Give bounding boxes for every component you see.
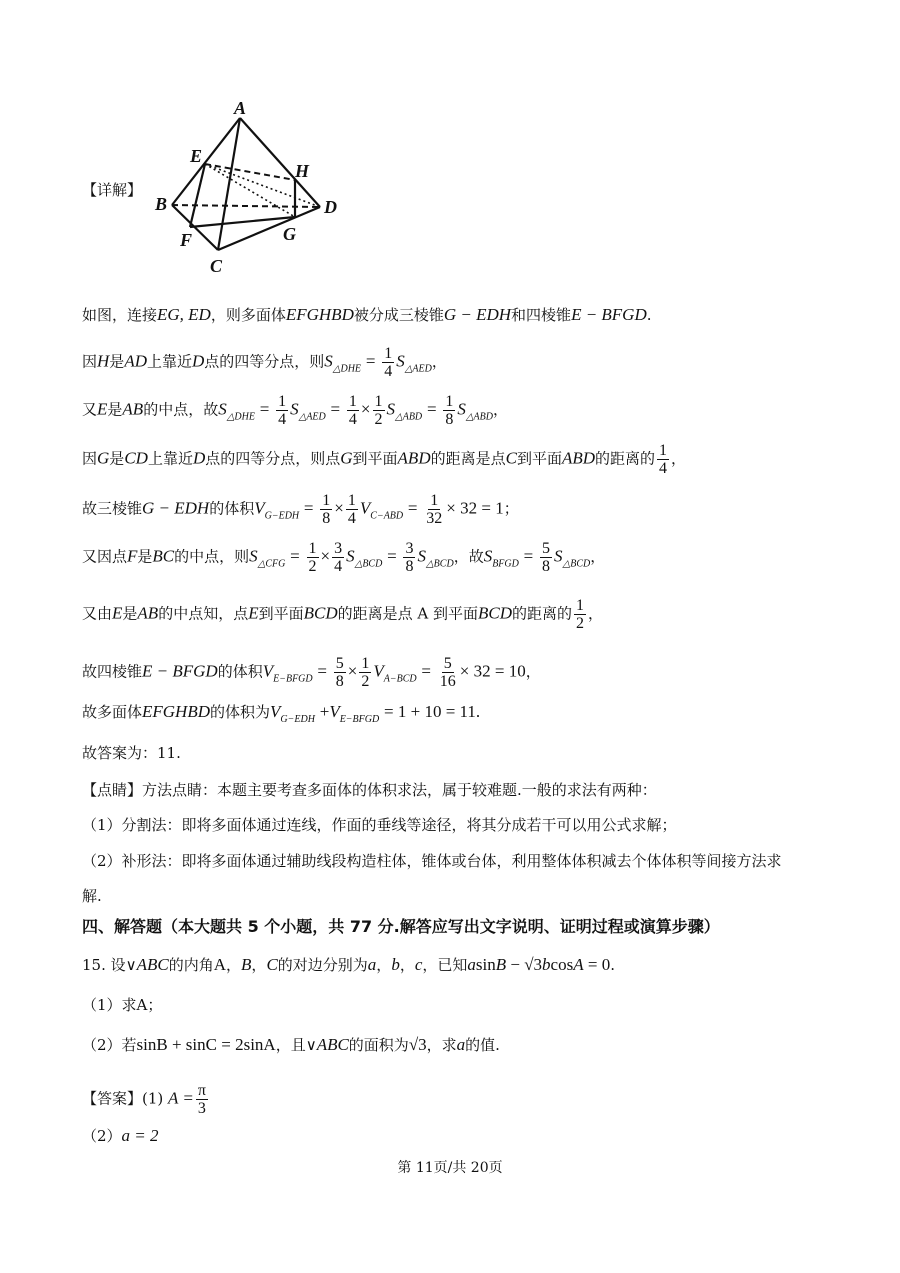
line-4: 因G是CD上靠近D点的四等分点，则点G到平面ABD的距离是点C到平面ABD的距离的 $\frac{1}{4}$ ， [82, 442, 687, 477]
answer-line: 故答案为：11. [82, 744, 181, 762]
line-9: 故多面体EFGHBD的体积为$V_{G-EDH} +V_{E-BFGD} = 1 + 10 = 11$. [82, 702, 481, 725]
vertex-H: H [295, 161, 310, 181]
method-2-continued: 解. [82, 887, 102, 905]
vertex-D: D [324, 197, 337, 217]
question-15-part-1: （1）求A； [82, 996, 163, 1014]
line-3: 又E是AB的中点，故$S_{\triangle DHE}$ = $\frac{1}{4}$ $S_{\triangle AED}$ = $\frac{1}{4}$ × $\frac{1}{2}$ $S_{\triangle ABD}$ = $\frac{1}{8}$ $S_{\triangle ABD}$， [82, 393, 508, 428]
line-2: 因H是AD上靠近D点的四等分点，则$S_{\triangle DHE}$ = $\frac{1}{4}$ $S_{\triangle AED}$， [82, 345, 447, 380]
line-8: 故四棱锥E − BFGD的体积$V_{E-BFGD}$ = $\frac{5}{8}$ × $\frac{1}{2}$ $V_{A-BCD}$ = $\frac{5}{16}$ × 32 = 10， [82, 655, 541, 690]
vertex-B: B [155, 194, 168, 214]
answer-part-1: 【答案】(1) A = $\frac{\pi}{3}$ [82, 1082, 206, 1117]
edge-AB [172, 118, 240, 205]
detail-label: 【详解】 [82, 181, 143, 199]
vertex-E: E [190, 146, 203, 166]
section-heading: 四、解答题（本大题共 5 个小题，共 77 分.解答应写出文字说明、证明过程或演算步骤） [82, 917, 720, 936]
vertex-G: G [283, 224, 296, 244]
line-5: 故三棱锥G − EDH的体积$V_{G-EDH}$ = $\frac{1}{8}$ × $\frac{1}{4}$ $V_{C-ABD}$ = $\frac{1}{32}$ × 32 = 1； [82, 492, 519, 527]
polyhedron-figure [150, 100, 350, 280]
question-15: 15. 设∨ABC的内角A，B，C的对边分别为a，b，c，已知asinB − √3bcosA = 0. [82, 955, 615, 974]
vertex-A: A [234, 100, 247, 118]
remark-line: 【点睛】方法点睛：本题主要考查多面体的体积求法，属于较难题.一般的求法有两种： [82, 781, 657, 799]
line-6: 又因点F是BC的中点，则$S_{\triangle CFG}$ = $\frac{1}{2}$ × $\frac{3}{4}$ $S_{\triangle BCD}$ = $\frac{3}{8}$ $S_{\triangle BCD}$，故$S_{BFGD}$ = $\frac{5}{8}$ $S_{\triangle BCD}$， [82, 540, 606, 575]
method-1-line: （1）分割法：即将多面体通过连线，作面的垂线等途径，将其分成若干可以用公式求解； [82, 816, 677, 834]
edge-CD [218, 207, 320, 250]
line-1: 如图，连接EG, ED，则多面体EFGHBD被分成三棱锥G − EDH和四棱锥E − BFGD. [82, 305, 652, 324]
line-7: 又由E是AB的中点知，点E到平面BCD的距离是点 A 到平面BCD的距离的 $\frac{1}{2}$ ， [82, 597, 604, 632]
edge-AC [218, 118, 240, 250]
question-15-part-2: （2）若sinB + sinC = 2sinA，且∨ABC的面积为√3，求a的值. [82, 1035, 500, 1054]
method-2-line: （2）补形法：即将多面体通过辅助线段构造柱体，锥体或台体，利用整体体积减去个体体积等间接方法求 [82, 852, 782, 870]
page-footer: 第 11页/共 20页 [397, 1160, 503, 1176]
vertex-F: F [180, 230, 193, 250]
answer-part-2: （2）a = 2 [82, 1126, 159, 1145]
vertex-C: C [210, 256, 223, 276]
edge-FG [190, 217, 295, 227]
